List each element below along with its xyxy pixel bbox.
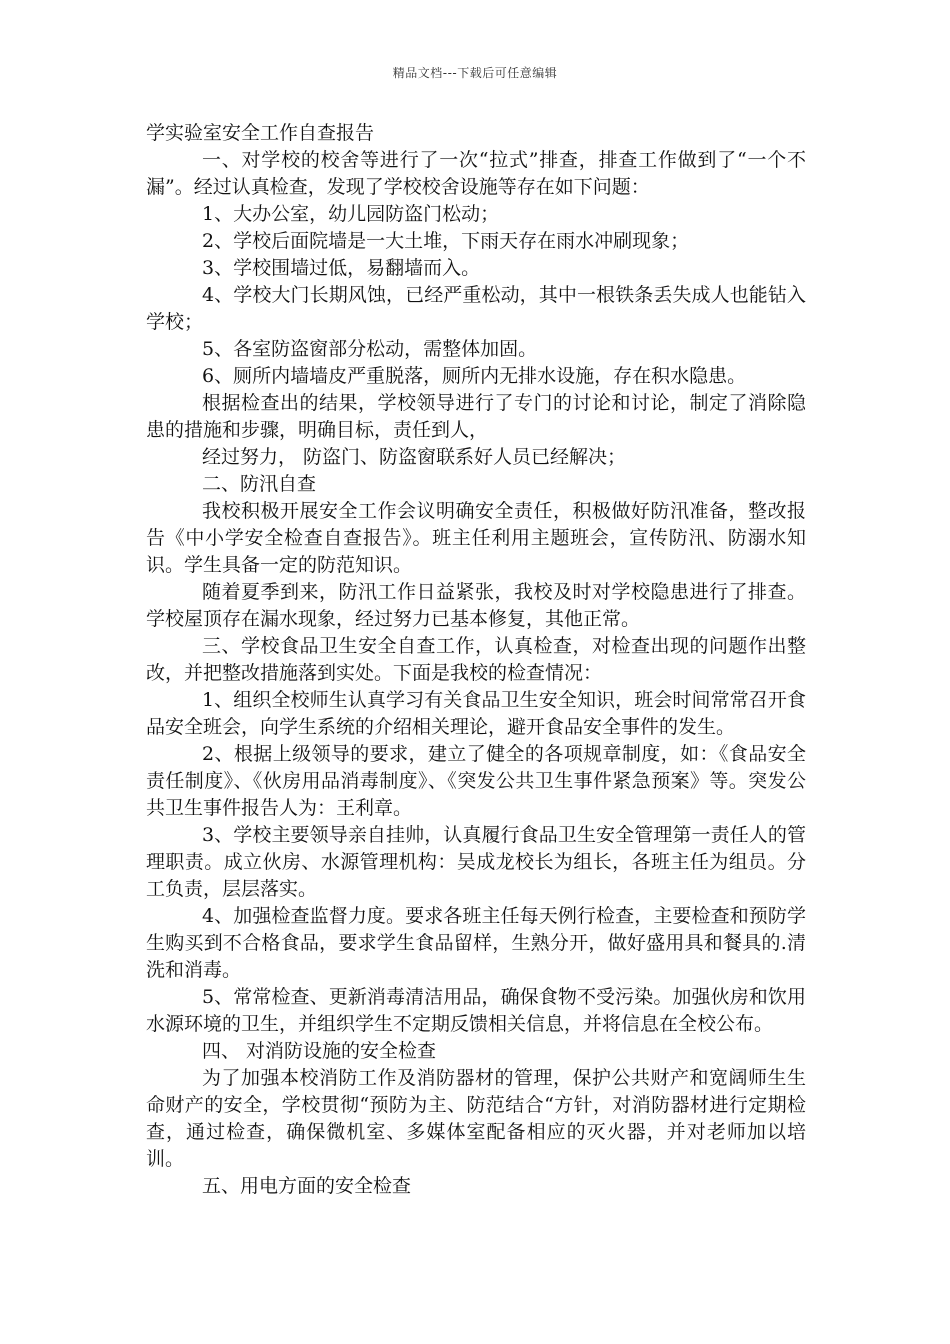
paragraph-food-2: 2、根据上级领导的要求，建立了健全的各项规章制度，如：《食品安全责任制度》、《伙房用品消毒制度》、《突发公共卫生事件紧急预案》等。突发公共卫生事件报告人为：王利章。 <box>146 743 806 819</box>
paragraph-food-3: 3、学校主要领导亲自挂帅，认真履行食品卫生安全管理第一责任人的管理职责。成立伙房、水源管理机构：吴成龙校长为组长，各班主任为组员。分工负责，层层落实。 <box>146 824 806 900</box>
document-title: 学实验室安全工作自查报告 <box>146 122 375 144</box>
paragraph-section-1-intro: 一、对学校的校舍等进行了一次“拉式”排查，排查工作做到了“一个不漏”。经过认真检查，发现了学校校舍设施等存在如下问题： <box>146 149 806 198</box>
paragraph-issue-6: 6、厕所内墙墙皮严重脱落，厕所内无排水设施，存在积水隐患。 <box>202 365 747 387</box>
section-heading-food-safety: 三、学校食品卫生安全自查工作，认真检查，对检查出现的问题作出整改，并把整改措施落到实处。下面是我校的检查情况： <box>146 635 806 684</box>
section-heading-fire: 四、 对消防设施的安全检查 <box>202 1040 437 1062</box>
page-header-watermark: 精品文档---下载后可任意编辑 <box>392 66 558 80</box>
paragraph-issue-3: 3、学校围墙过低，易翻墙而入。 <box>202 257 481 279</box>
paragraph-issue-5: 5、各室防盗窗部分松动，需整体加固。 <box>202 338 538 360</box>
paragraph-flood-1: 我校积极开展安全工作会议明确安全责任，积极做好防汛准备，整改报告《中小学安全检查自查报告》。班主任利用主题班会，宣传防汛、防溺水知识。学生具备一定的防范知识。 <box>146 500 806 576</box>
paragraph-issue-4: 4、学校大门长期风蚀，已经严重松动，其中一根铁条丢失成人也能钻入学校； <box>146 284 806 333</box>
document-body <box>146 120 806 1200</box>
paragraph-flood-2: 随着夏季到来，防汛工作日益紧张，我校及时对学校隐患进行了排查。学校屋顶存在漏水现象，经过努力已基本修复，其他正常。 <box>146 581 806 630</box>
paragraph-food-4: 4、加强检查监督力度。要求各班主任每天例行检查，主要检查和预防学生购买到不合格食品，要求学生食品留样，生熟分开，做好盛用具和餐具的.清洗和消毒。 <box>146 905 806 981</box>
paragraph-issue-2: 2、学校后面院墙是一大土堆，下雨天存在雨水冲刷现象； <box>202 230 690 252</box>
paragraph-food-5: 5、常常检查、更新消毒清洁用品，确保食物不受污染。加强伙房和饮用水源环境的卫生，并组织学生不定期反馈相关信息，并将信息在全校公布。 <box>146 986 806 1035</box>
section-heading-electric: 五、用电方面的安全检查 <box>202 1175 412 1197</box>
section-heading-flood: 二、防汛自查 <box>202 473 317 495</box>
paragraph-resolved: 经过努力， 防盗门、防盗窗联系好人员已经解决； <box>202 446 627 468</box>
paragraph-measures: 根据检查出的结果，学校领导进行了专门的讨论和讨论，制定了消除隐患的措施和步骤，明确目标，责任到人， <box>146 392 806 441</box>
paragraph-issue-1: 1、大办公室，幼儿园防盗门松动； <box>202 203 500 225</box>
paragraph-fire: 为了加强本校消防工作及消防器材的管理，保护公共财产和宽阔师生生命财产的安全，学校贯彻“预防为主、防范结合“方针，对消防器材进行定期检查，通过检查，确保微机室、多媒体室配备相应的灭火器，并对老师加以培训。 <box>146 1067 806 1170</box>
paragraph-food-1: 1、组织全校师生认真学习有关食品卫生安全知识，班会时间常常召开食品安全班会，向学生系统的介绍相关理论，避开食品安全事件的发生。 <box>146 689 806 738</box>
